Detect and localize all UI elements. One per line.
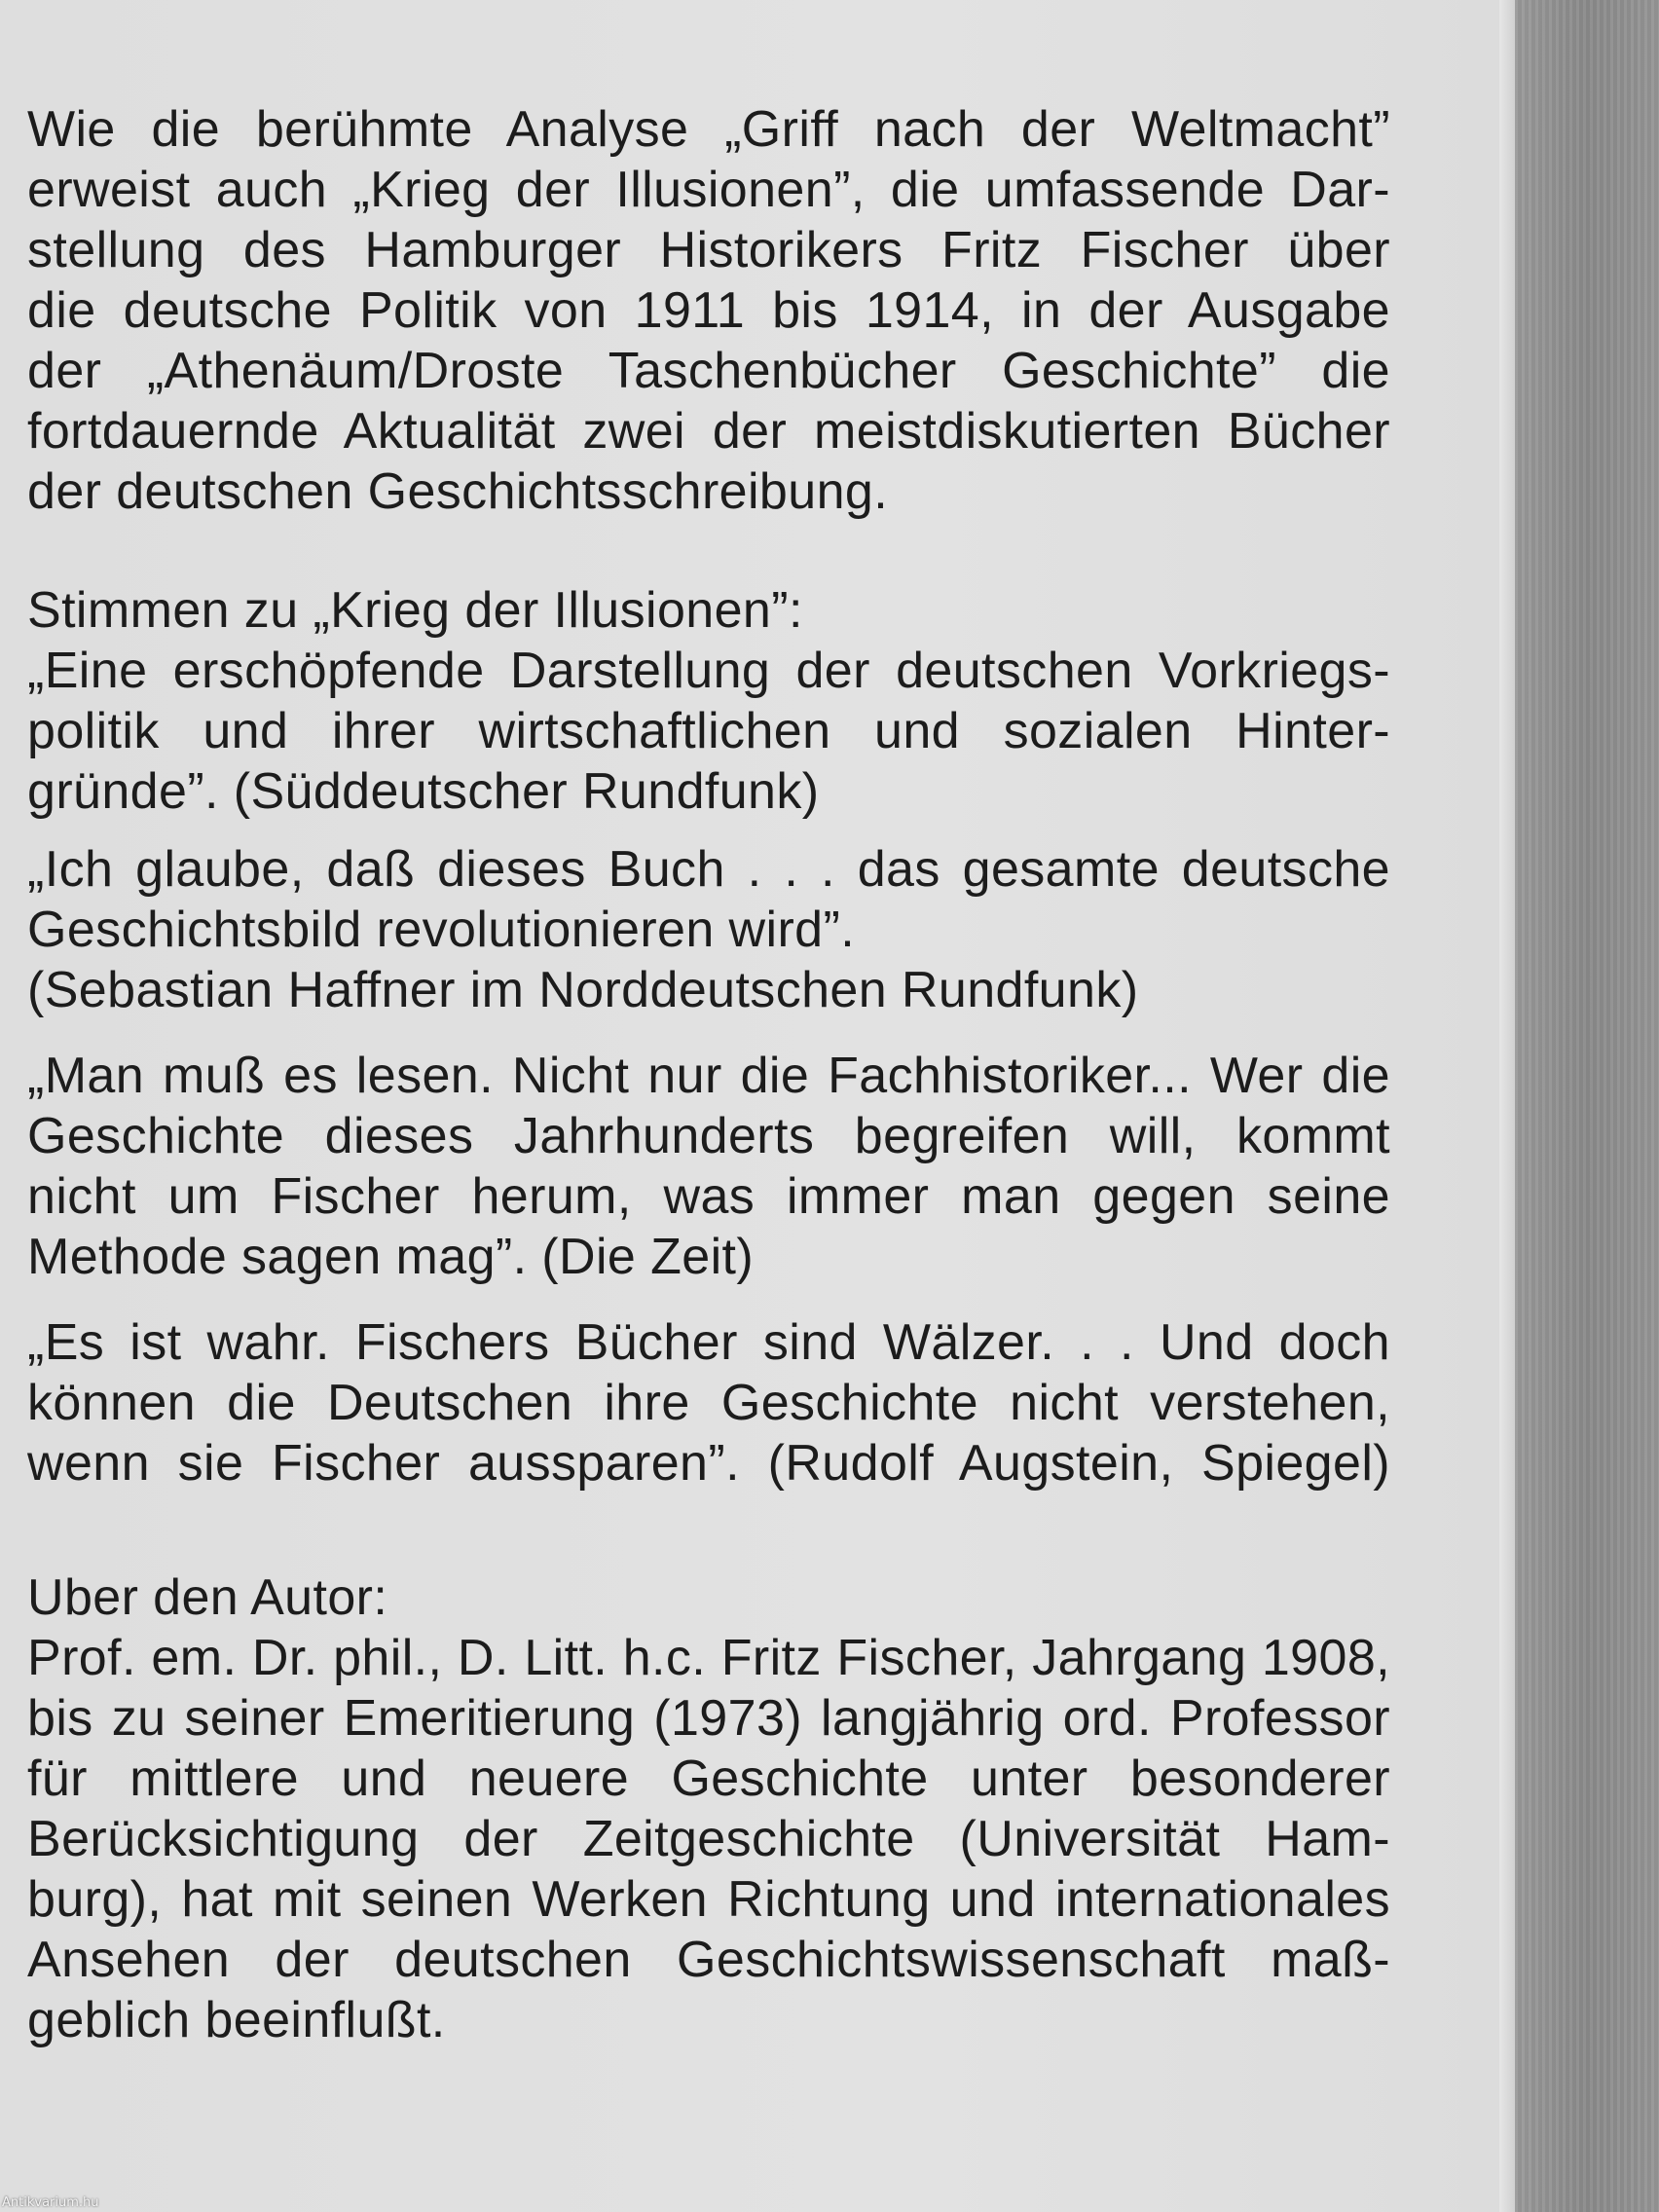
quote-die-zeit — [27, 1046, 1390, 1287]
intro-line: der deutschen Geschichtsschreibung. — [27, 463, 889, 520]
author-section — [27, 1567, 1390, 2050]
author-line: bis zu seiner Emeritierung (1973) langjährig ord. Professor — [27, 1690, 1390, 1747]
watermark: Antikvarium.hu — [2, 2195, 99, 2210]
intro-line: die deutsche Politik von 1911 bis 1914, in der Ausgabe — [27, 282, 1390, 339]
quote-line: können die Deutschen ihre Geschichte nicht verstehen, — [27, 1375, 1390, 1431]
quote-line: gründe”. (Süddeutscher Rundfunk) — [27, 763, 820, 820]
quote-haffner — [27, 839, 1390, 1020]
quote-line: Geschichtsbild revolutionieren wird”. — [27, 902, 856, 958]
author-line: für mittlere und neuere Geschichte unter besonderer — [27, 1751, 1390, 1807]
author-line: Berücksichtigung der Zeitgeschichte (Universität Ham- — [27, 1811, 1390, 1867]
quote-line: (Sebastian Haffner im Norddeutschen Rundfunk) — [27, 962, 1139, 1018]
quote-line: Methode sagen mag”. (Die Zeit) — [27, 1229, 755, 1285]
intro-paragraph — [27, 99, 1390, 522]
author-line: Prof. em. Dr. phil., D. Litt. h.c. Fritz Fischer, Jahrgang 1908, — [27, 1630, 1390, 1686]
quote-line: „Ich glaube, daß dieses Buch . . . das gesamte deutsche — [27, 841, 1390, 898]
quote-line: politik und ihrer wirtschaftlichen und sozialen Hinter- — [27, 703, 1390, 759]
author-heading: Uber den Autor: — [27, 1569, 388, 1626]
voices-heading: Stimmen zu „Krieg der Illusionen”: — [27, 582, 803, 639]
quote-line: „Man muß es lesen. Nicht nur die Fachhistoriker... Wer die — [27, 1048, 1390, 1104]
intro-line: fortdauernde Aktualität zwei der meistdiskutierten Bücher — [27, 403, 1390, 460]
intro-line: der „Athenäum/Droste Taschenbücher Geschichte” die — [27, 343, 1390, 399]
intro-line: stellung des Hamburger Historikers Fritz Fischer über — [27, 222, 1390, 278]
author-line: Ansehen der deutschen Geschichtswissenschaft maß- — [27, 1932, 1390, 1988]
author-line: geblich beeinflußt. — [27, 1992, 446, 2048]
intro-line: erweist auch „Krieg der Illusionen”, die umfassende Dar- — [27, 162, 1390, 218]
author-line: burg), hat mit seinen Werken Richtung und internationales — [27, 1871, 1390, 1928]
voices-section — [27, 580, 1390, 822]
intro-line: Wie die berühmte Analyse „Griff nach der Weltmacht” — [27, 101, 1390, 158]
quote-line: Geschichte dieses Jahrhunderts begreifen will, kommt — [27, 1108, 1390, 1164]
quote-spiegel — [27, 1312, 1390, 1493]
page-edge — [1499, 0, 1515, 2212]
background-surface — [1515, 0, 1659, 2212]
quote-line: wenn sie Fischer aussparen”. (Rudolf Augstein, Spiegel) — [27, 1435, 1390, 1492]
quote-line: „Es ist wahr. Fischers Bücher sind Wälzer. . . Und doch — [27, 1314, 1390, 1371]
quote-line: „Eine erschöpfende Darstellung der deutschen Vorkriegs- — [27, 643, 1390, 699]
quote-line: nicht um Fischer herum, was immer man gegen seine — [27, 1168, 1390, 1225]
